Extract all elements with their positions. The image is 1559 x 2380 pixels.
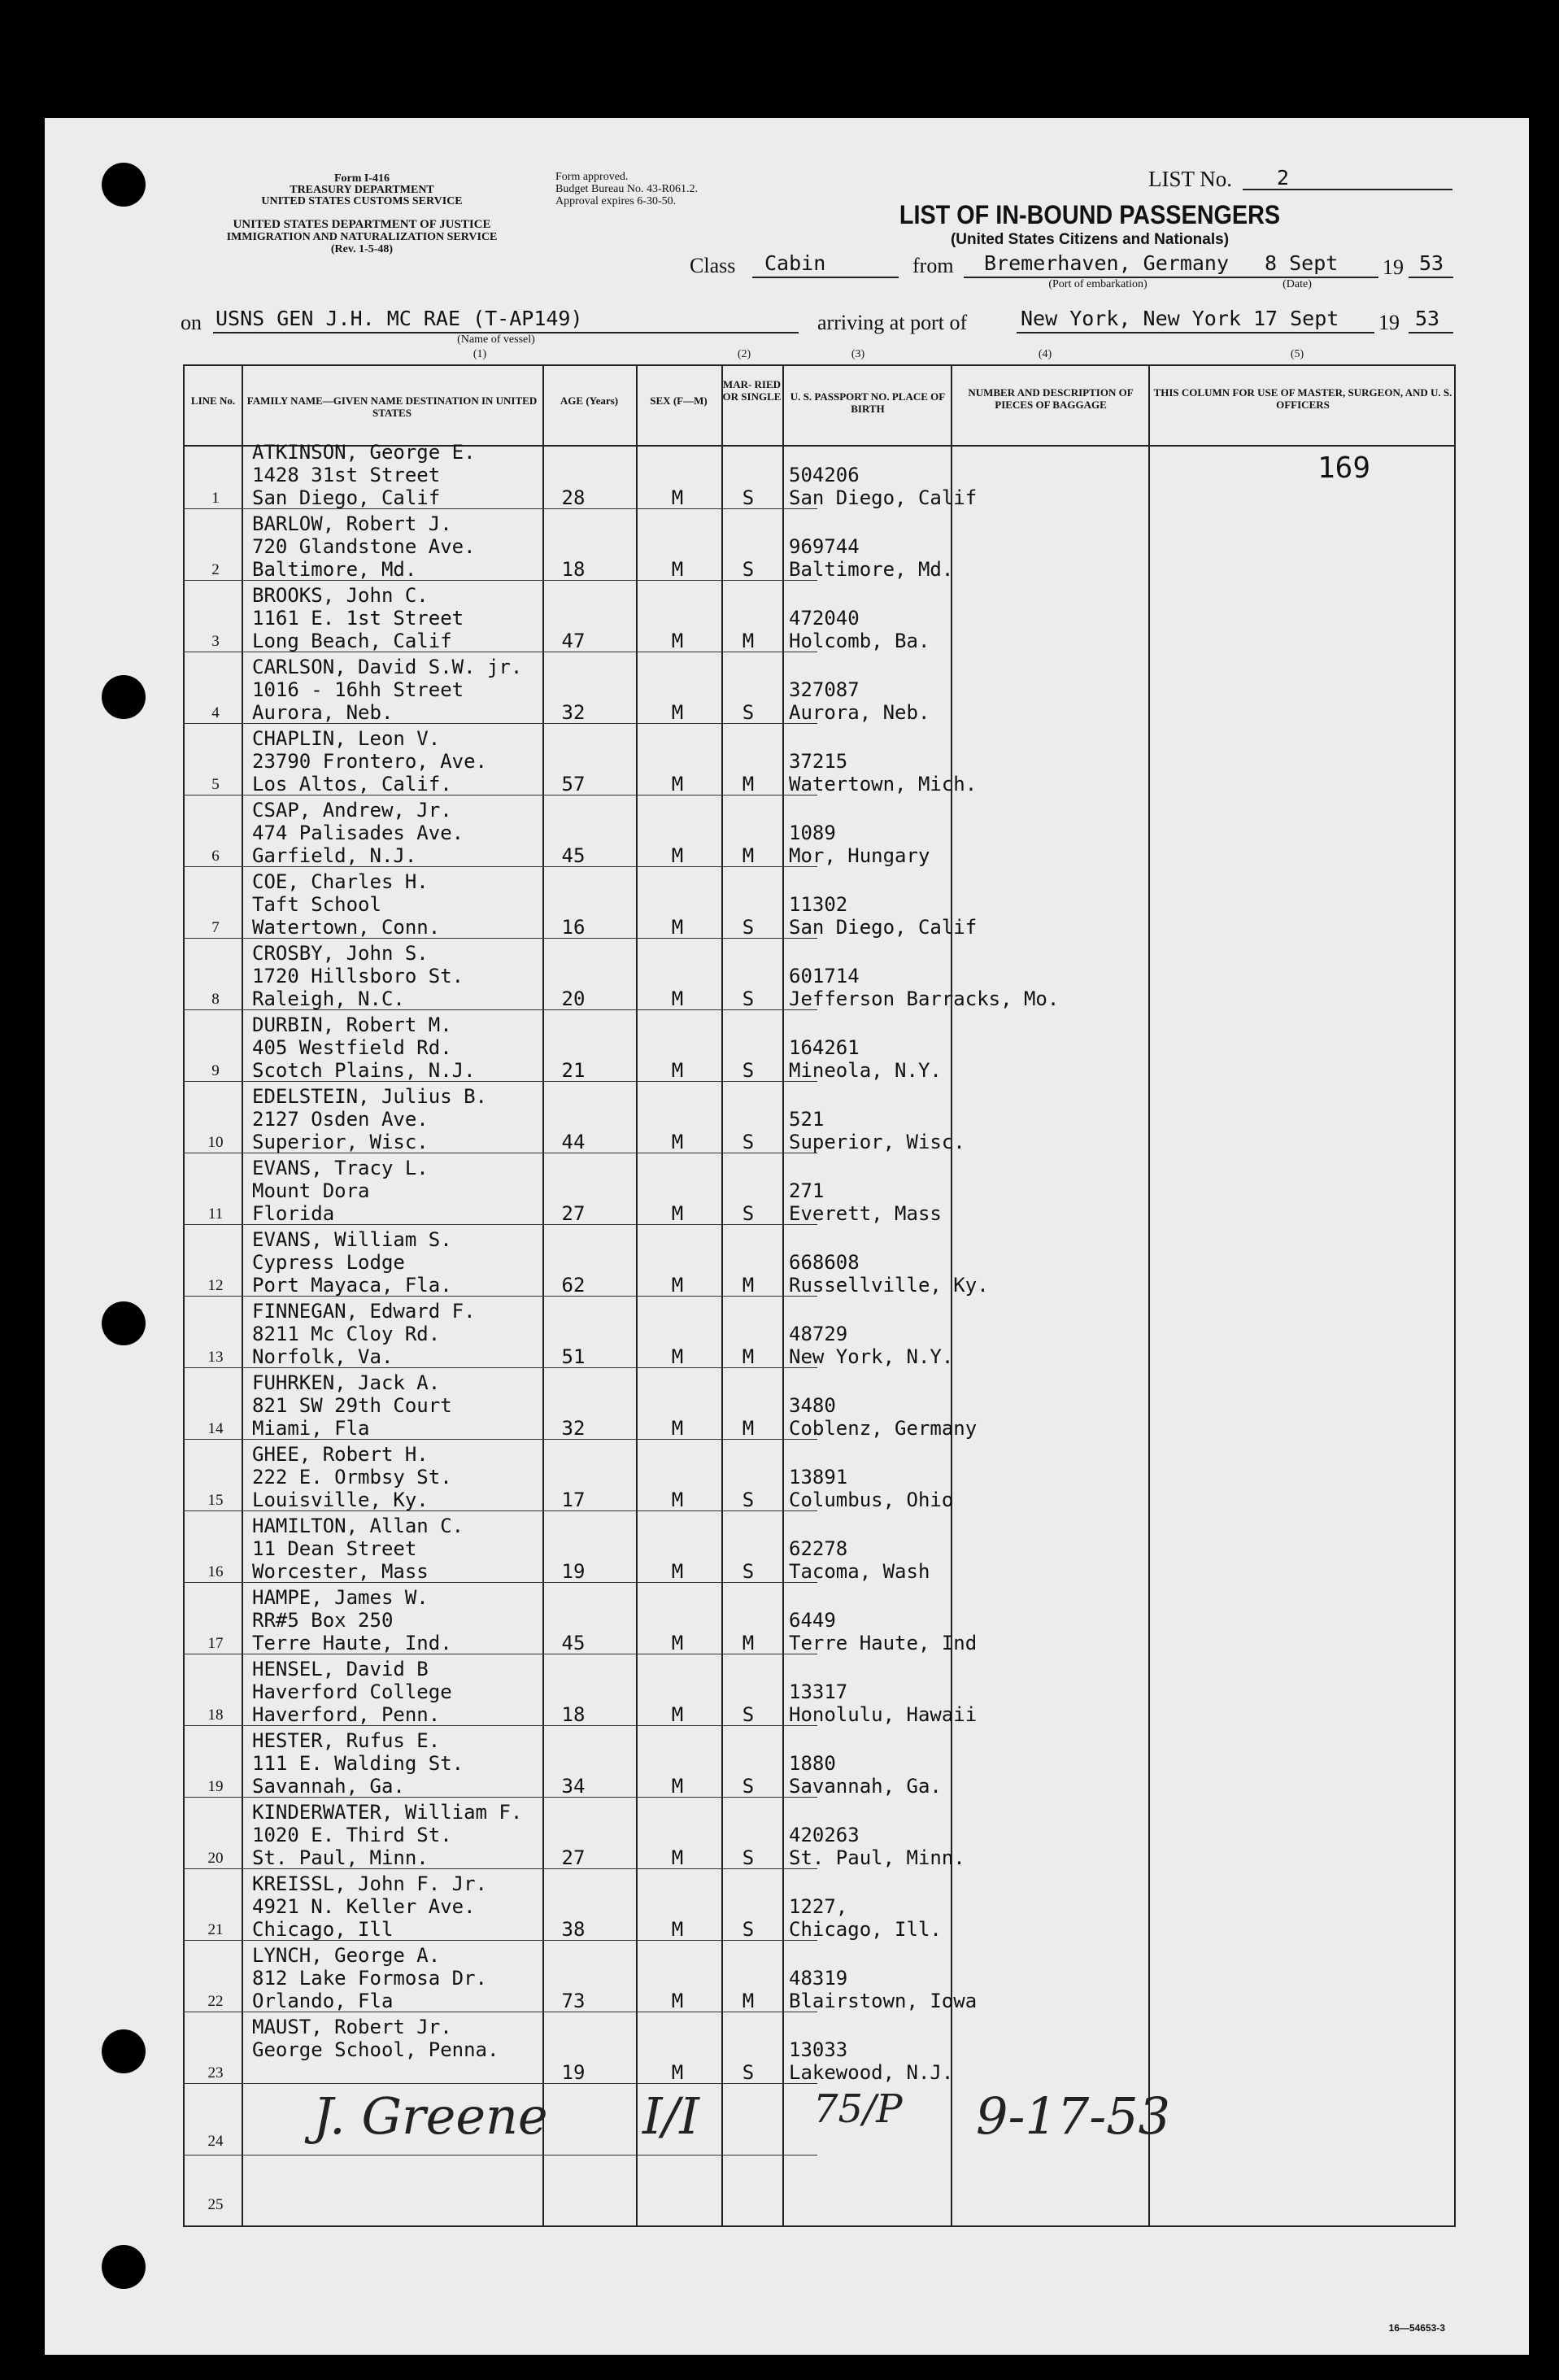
date-value: 8 Sept: [1265, 251, 1339, 275]
col-line-no: LINE No.: [190, 394, 236, 407]
married-value: M: [742, 844, 755, 867]
passenger-name: FINNEGAN, Edward F.: [252, 1300, 476, 1323]
passenger-name: CHAPLIN, Leon V.: [252, 727, 441, 750]
table-row: [183, 796, 1456, 867]
from-label: from: [912, 254, 954, 277]
address-line-1: 222 E. Ormbsy St.: [252, 1466, 452, 1489]
year2-value: 53: [1415, 307, 1440, 330]
table-row: [183, 1082, 1456, 1153]
address-line-1: George School, Penna.: [252, 2038, 499, 2061]
age-value: 18: [561, 1703, 586, 1726]
address-line-1: Haverford College: [252, 1680, 452, 1703]
passport-number: 13033: [789, 2038, 848, 2061]
place-of-birth: Columbus, Ohio: [789, 1489, 954, 1511]
married-value: M: [742, 1274, 755, 1297]
col-passport: U. S. PASSPORT NO. PLACE OF BIRTH: [790, 390, 946, 415]
married-value: M: [742, 1632, 755, 1654]
age-value: 44: [561, 1131, 586, 1153]
table-row: [183, 1440, 1456, 1511]
age-value: 57: [561, 773, 586, 796]
passport-number: 504206: [789, 464, 860, 486]
passport-number: 472040: [789, 607, 860, 630]
line-number: 16: [207, 1563, 224, 1580]
approved-note: Form approved.: [555, 171, 629, 183]
handwritten-date: 9-17-53: [976, 2086, 1171, 2146]
table-row: [183, 1869, 1456, 1941]
place-of-birth: San Diego, Calif: [789, 916, 978, 939]
passport-number: 37215: [789, 750, 848, 773]
passenger-name: CROSBY, John S.: [252, 942, 429, 965]
passenger-name: CARLSON, David S.W. jr.: [252, 656, 523, 678]
passenger-name: BARLOW, Robert J.: [252, 512, 452, 535]
passenger-name: KREISSL, John F. Jr.: [252, 1872, 487, 1895]
passport-number: 327087: [789, 678, 860, 701]
passport-number: 521: [789, 1108, 825, 1131]
address-line-2: Long Beach, Calif: [252, 630, 452, 652]
age-value: 18: [561, 558, 586, 581]
address-line-1: 1428 31st Street: [252, 464, 441, 486]
address-line-2: Norfolk, Va.: [252, 1345, 394, 1368]
address-line-2: Miami, Fla: [252, 1417, 370, 1440]
handwritten-mark: 75/P: [813, 2086, 903, 2132]
place-of-birth: Baltimore, Md.: [789, 558, 954, 581]
place-of-birth: Terre Haute, Ind: [789, 1632, 978, 1654]
address-line-1: 474 Palisades Ave.: [252, 822, 464, 844]
address-line-1: 1161 E. 1st Street: [252, 607, 464, 630]
sex-value: M: [671, 486, 684, 509]
married-value: S: [742, 2061, 755, 2084]
sex-value: M: [671, 987, 684, 1010]
age-value: 73: [561, 1990, 586, 2012]
married-value: S: [742, 1775, 755, 1798]
col-officers: THIS COLUMN FOR USE OF MASTER, SURGEON, AND U. S. OFFICERS: [1153, 386, 1452, 411]
married-value: S: [742, 1703, 755, 1726]
place-of-birth: Aurora, Neb.: [789, 701, 930, 724]
passport-number: 62278: [789, 1537, 848, 1560]
address-line-2: Florida: [252, 1202, 335, 1225]
age-value: 27: [561, 1202, 586, 1225]
passport-number: 969744: [789, 535, 860, 558]
address-line-1: 4921 N. Keller Ave.: [252, 1895, 476, 1918]
address-line-2: Garfield, N.J.: [252, 844, 417, 867]
sex-value: M: [671, 1703, 684, 1726]
stamp-number: 169: [1317, 451, 1371, 485]
passenger-name: ATKINSON, George E.: [252, 441, 476, 464]
age-value: 16: [561, 916, 586, 939]
passport-number: 3480: [789, 1394, 836, 1417]
address-line-2: Los Altos, Calif.: [252, 773, 452, 796]
place-of-birth: St. Paul, Minn.: [789, 1846, 965, 1869]
place-of-birth: Lakewood, N.J.: [789, 2061, 954, 2084]
form-subtitle: (United States Citizens and Nationals): [950, 231, 1230, 248]
table-row: [183, 1798, 1456, 1869]
married-value: M: [742, 773, 755, 796]
col-married: MAR- RIED OR SINGLE: [722, 378, 782, 403]
passenger-name: GHEE, Robert H.: [252, 1443, 429, 1466]
address-line-1: 812 Lake Formosa Dr.: [252, 1967, 487, 1990]
passport-number: 13317: [789, 1680, 848, 1703]
table-row: [183, 1654, 1456, 1726]
passport-number: 668608: [789, 1251, 860, 1274]
place-of-birth: Jefferson Barracks, Mo.: [789, 987, 1060, 1010]
address-line-1: 1020 E. Third St.: [252, 1824, 452, 1846]
address-line-1: 821 SW 29th Court: [252, 1394, 452, 1417]
married-value: S: [742, 1560, 755, 1583]
sex-value: M: [671, 1918, 684, 1941]
place-of-birth: Everett, Mass: [789, 1202, 942, 1225]
place-of-birth: Mor, Hungary: [789, 844, 930, 867]
line-number: 14: [207, 1420, 224, 1437]
line-number: 22: [207, 1993, 224, 2010]
address-line-2: Watertown, Conn.: [252, 916, 441, 939]
married-value: M: [742, 1417, 755, 1440]
sex-value: M: [671, 773, 684, 796]
table-row: [183, 724, 1456, 796]
passport-number: 13891: [789, 1466, 848, 1489]
address-line-2: Haverford, Penn.: [252, 1703, 441, 1726]
sex-value: M: [671, 1059, 684, 1082]
sex-value: M: [671, 1990, 684, 2012]
justice-dept: UNITED STATES DEPARTMENT OF JUSTICE: [233, 218, 491, 231]
passport-number: 1880: [789, 1752, 836, 1775]
passenger-name: FUHRKEN, Jack A.: [252, 1371, 441, 1394]
line-number: 11: [207, 1205, 224, 1223]
passport-number: 271: [789, 1179, 825, 1202]
revision: (Rev. 1-5-48): [330, 243, 394, 255]
table-row: [183, 438, 1456, 509]
date-caption: (Date): [1282, 278, 1312, 290]
line-number: 21: [207, 1921, 224, 1938]
footer-code: 16—54653-3: [1388, 2322, 1445, 2334]
list-no-value: 2: [1277, 166, 1290, 190]
passenger-name: HAMILTON, Allan C.: [252, 1515, 464, 1537]
passenger-name: HAMPE, James W.: [252, 1586, 429, 1609]
col-num-4: (4): [1038, 348, 1052, 360]
sex-value: M: [671, 558, 684, 581]
line-number: 4: [211, 704, 220, 721]
address-line-2: Savannah, Ga.: [252, 1775, 405, 1798]
line-number: 25: [207, 2196, 224, 2213]
address-line-2: Aurora, Neb.: [252, 701, 394, 724]
table-row: [183, 1726, 1456, 1798]
sex-value: M: [671, 1274, 684, 1297]
passenger-name: KINDERWATER, William F.: [252, 1801, 523, 1824]
handwritten-signature: J. Greene: [313, 2086, 548, 2146]
passenger-name: HESTER, Rufus E.: [252, 1729, 441, 1752]
line-number: 8: [211, 991, 220, 1008]
address-line-1: Mount Dora: [252, 1179, 370, 1202]
married-value: S: [742, 486, 755, 509]
age-value: 45: [561, 844, 586, 867]
place-of-birth: Honolulu, Hawaii: [789, 1703, 978, 1726]
sex-value: M: [671, 1131, 684, 1153]
vessel-value: USNS GEN J.H. MC RAE (T-AP149): [216, 307, 583, 330]
married-value: S: [742, 1202, 755, 1225]
expires-note: Approval expires 6-30-50.: [555, 195, 677, 207]
address-line-1: 1016 - 16hh Street: [252, 678, 464, 701]
line-number: 23: [207, 2064, 224, 2081]
col-sex: SEX (F—M): [650, 394, 708, 407]
place-of-birth: New York, N.Y.: [789, 1345, 954, 1368]
passenger-name: MAUST, Robert Jr.: [252, 2016, 452, 2038]
married-value: S: [742, 916, 755, 939]
address-line-2: Superior, Wisc.: [252, 1131, 429, 1153]
table-row: [183, 867, 1456, 939]
passenger-name: BROOKS, John C.: [252, 584, 429, 607]
table-row: [183, 939, 1456, 1010]
passenger-name: EVANS, William S.: [252, 1228, 452, 1251]
table-row: [183, 1941, 1456, 2012]
address-line-1: RR#5 Box 250: [252, 1609, 394, 1632]
passport-number: 601714: [789, 965, 860, 987]
punch-hole: [102, 2029, 146, 2073]
passenger-name: COE, Charles H.: [252, 870, 429, 893]
place-of-birth: Tacoma, Wash: [789, 1560, 930, 1583]
class-value: Cabin: [764, 251, 826, 275]
married-value: M: [742, 630, 755, 652]
place-of-birth: Superior, Wisc.: [789, 1131, 965, 1153]
age-value: 28: [561, 486, 586, 509]
age-value: 62: [561, 1274, 586, 1297]
punch-hole: [102, 163, 146, 207]
line-number: 18: [207, 1707, 224, 1724]
line-number: 17: [207, 1635, 224, 1652]
address-line-1: 111 E. Walding St.: [252, 1752, 464, 1775]
port-value: New York, New York 17 Sept: [1021, 307, 1339, 330]
place-of-birth: Mineola, N.Y.: [789, 1059, 942, 1082]
address-line-2: Raleigh, N.C.: [252, 987, 405, 1010]
col-num-2: (2): [737, 348, 751, 360]
sex-value: M: [671, 844, 684, 867]
age-value: 47: [561, 630, 586, 652]
passport-number: 6449: [789, 1609, 836, 1632]
col-name: FAMILY NAME—GIVEN NAME DESTINATION IN UNITED STATES: [246, 394, 538, 419]
sex-value: M: [671, 630, 684, 652]
address-line-2: Terre Haute, Ind.: [252, 1632, 452, 1654]
line-number: 5: [211, 776, 220, 793]
table-row: [183, 509, 1456, 581]
married-value: S: [742, 558, 755, 581]
handwritten-initials: I/I: [642, 2086, 699, 2146]
table-row: [183, 1511, 1456, 1583]
address-line-2: Scotch Plains, N.J.: [252, 1059, 476, 1082]
sex-value: M: [671, 1846, 684, 1869]
passport-number: 1227,: [789, 1895, 848, 1918]
passenger-name: EVANS, Tracy L.: [252, 1157, 429, 1179]
sex-value: M: [671, 1202, 684, 1225]
sex-value: M: [671, 916, 684, 939]
sex-value: M: [671, 1417, 684, 1440]
table-row: [183, 1153, 1456, 1225]
age-value: 32: [561, 1417, 586, 1440]
married-value: S: [742, 1918, 755, 1941]
place-of-birth: San Diego, Calif: [789, 486, 978, 509]
passenger-name: EDELSTEIN, Julius B.: [252, 1085, 487, 1108]
address-line-2: San Diego, Calif: [252, 486, 441, 509]
age-value: 19: [561, 1560, 586, 1583]
line-number: 12: [207, 1277, 224, 1294]
address-line-2: St. Paul, Minn.: [252, 1846, 429, 1869]
year-prefix: 19: [1383, 255, 1404, 279]
address-line-1: 8211 Mc Cloy Rd.: [252, 1323, 441, 1345]
table-row: [183, 1368, 1456, 1440]
table-row: [183, 1010, 1456, 1082]
line-number: 6: [211, 848, 220, 865]
punch-hole: [102, 1301, 146, 1345]
address-line-1: 405 Westfield Rd.: [252, 1036, 452, 1059]
address-line-2: Orlando, Fla: [252, 1990, 394, 2012]
table-row: [183, 1583, 1456, 1654]
age-value: 32: [561, 701, 586, 724]
address-line-1: 11 Dean Street: [252, 1537, 417, 1560]
budget-note: Budget Bureau No. 43-R061.2.: [555, 183, 698, 195]
ins-label: IMMIGRATION AND NATURALIZATION SERVICE: [226, 231, 498, 243]
address-line-2: Baltimore, Md.: [252, 558, 417, 581]
age-value: 27: [561, 1846, 586, 1869]
address-line-1: Taft School: [252, 893, 381, 916]
line-number: 2: [211, 561, 220, 578]
customs-service: UNITED STATES CUSTOMS SERVICE: [261, 195, 463, 207]
address-line-2: Worcester, Mass: [252, 1560, 429, 1583]
passport-number: 11302: [789, 893, 848, 916]
table-row: [183, 581, 1456, 652]
place-of-birth: Blairstown, Iowa: [789, 1990, 978, 2012]
married-value: M: [742, 1345, 755, 1368]
table-row: [183, 2012, 1456, 2084]
age-value: 20: [561, 987, 586, 1010]
place-of-birth: Russellville, Ky.: [789, 1274, 989, 1297]
punch-hole: [102, 675, 146, 719]
from-value: Bremerhaven, Germany: [984, 251, 1230, 275]
address-line-2: Louisville, Ky.: [252, 1489, 429, 1511]
address-line-2: Port Mayaca, Fla.: [252, 1274, 452, 1297]
line-number: 15: [207, 1492, 224, 1509]
form-title: LIST OF IN-BOUND PASSENGERS: [899, 200, 1281, 229]
address-line-1: 720 Glandstone Ave.: [252, 535, 476, 558]
col-num-3: (3): [851, 348, 865, 360]
year2-prefix: 19: [1378, 311, 1400, 334]
married-value: S: [742, 1846, 755, 1869]
line-number: 9: [211, 1062, 220, 1079]
married-value: M: [742, 1990, 755, 2012]
table-row: [183, 1297, 1456, 1368]
list-no-label: LIST No.: [1148, 167, 1233, 191]
married-value: S: [742, 1059, 755, 1082]
passenger-name: HENSEL, David B: [252, 1658, 429, 1680]
line-number: 1: [211, 490, 220, 507]
sex-value: M: [671, 1632, 684, 1654]
arriving-label: arriving at port of: [817, 311, 968, 334]
line-number: 3: [211, 633, 220, 650]
sex-value: M: [671, 1489, 684, 1511]
place-of-birth: Chicago, Ill.: [789, 1918, 942, 1941]
age-value: 19: [561, 2061, 586, 2084]
sex-value: M: [671, 2061, 684, 2084]
year-value: 53: [1419, 251, 1444, 275]
passenger-name: DURBIN, Robert M.: [252, 1013, 452, 1036]
from-caption: (Port of embarkation): [1048, 278, 1147, 290]
age-value: 34: [561, 1775, 586, 1798]
sex-value: M: [671, 1775, 684, 1798]
married-value: S: [742, 987, 755, 1010]
passport-number: 48729: [789, 1323, 848, 1345]
table-row: [183, 652, 1456, 724]
married-value: S: [742, 701, 755, 724]
age-value: 17: [561, 1489, 586, 1511]
place-of-birth: Watertown, Mich.: [789, 773, 978, 796]
on-label: on: [181, 311, 202, 334]
sex-value: M: [671, 701, 684, 724]
address-line-2: Chicago, Ill: [252, 1918, 394, 1941]
col-baggage: NUMBER AND DESCRIPTION OF PIECES OF BAGGAGE: [968, 386, 1134, 411]
col-num-5: (5): [1290, 348, 1304, 360]
sex-value: M: [671, 1345, 684, 1368]
passenger-name: LYNCH, George A.: [252, 1944, 441, 1967]
line-number: 10: [207, 1134, 224, 1151]
address-line-1: 23790 Frontero, Ave.: [252, 750, 487, 773]
address-line-1: 2127 Osden Ave.: [252, 1108, 429, 1131]
age-value: 45: [561, 1632, 586, 1654]
line-number: 24: [207, 2133, 224, 2150]
table-row: [183, 1225, 1456, 1297]
punch-hole: [102, 2245, 146, 2289]
place-of-birth: Coblenz, Germany: [789, 1417, 978, 1440]
class-label: Class: [690, 254, 736, 277]
age-value: 21: [561, 1059, 586, 1082]
table-row-empty: [183, 2156, 1456, 2227]
address-line-1: 1720 Hillsboro St.: [252, 965, 464, 987]
treasury-dept: TREASURY DEPARTMENT: [290, 184, 434, 196]
col-num-1: (1): [472, 348, 487, 360]
line-number: 20: [207, 1850, 224, 1867]
col-age: AGE (Years): [560, 394, 619, 407]
form-number: Form I-416: [333, 172, 390, 185]
passport-number: 164261: [789, 1036, 860, 1059]
sex-value: M: [671, 1560, 684, 1583]
passport-number: 420263: [789, 1824, 860, 1846]
vessel-caption: (Name of vessel): [457, 333, 535, 346]
passport-number: 48319: [789, 1967, 848, 1990]
married-value: S: [742, 1489, 755, 1511]
place-of-birth: Holcomb, Ba.: [789, 630, 930, 652]
passport-number: 1089: [789, 822, 836, 844]
place-of-birth: Savannah, Ga.: [789, 1775, 942, 1798]
address-line-1: Cypress Lodge: [252, 1251, 405, 1274]
line-number: 13: [207, 1349, 224, 1366]
age-value: 51: [561, 1345, 586, 1368]
line-number: 19: [207, 1778, 224, 1795]
married-value: S: [742, 1131, 755, 1153]
passenger-name: CSAP, Andrew, Jr.: [252, 799, 452, 822]
line-number: 7: [211, 919, 220, 936]
age-value: 38: [561, 1918, 586, 1941]
